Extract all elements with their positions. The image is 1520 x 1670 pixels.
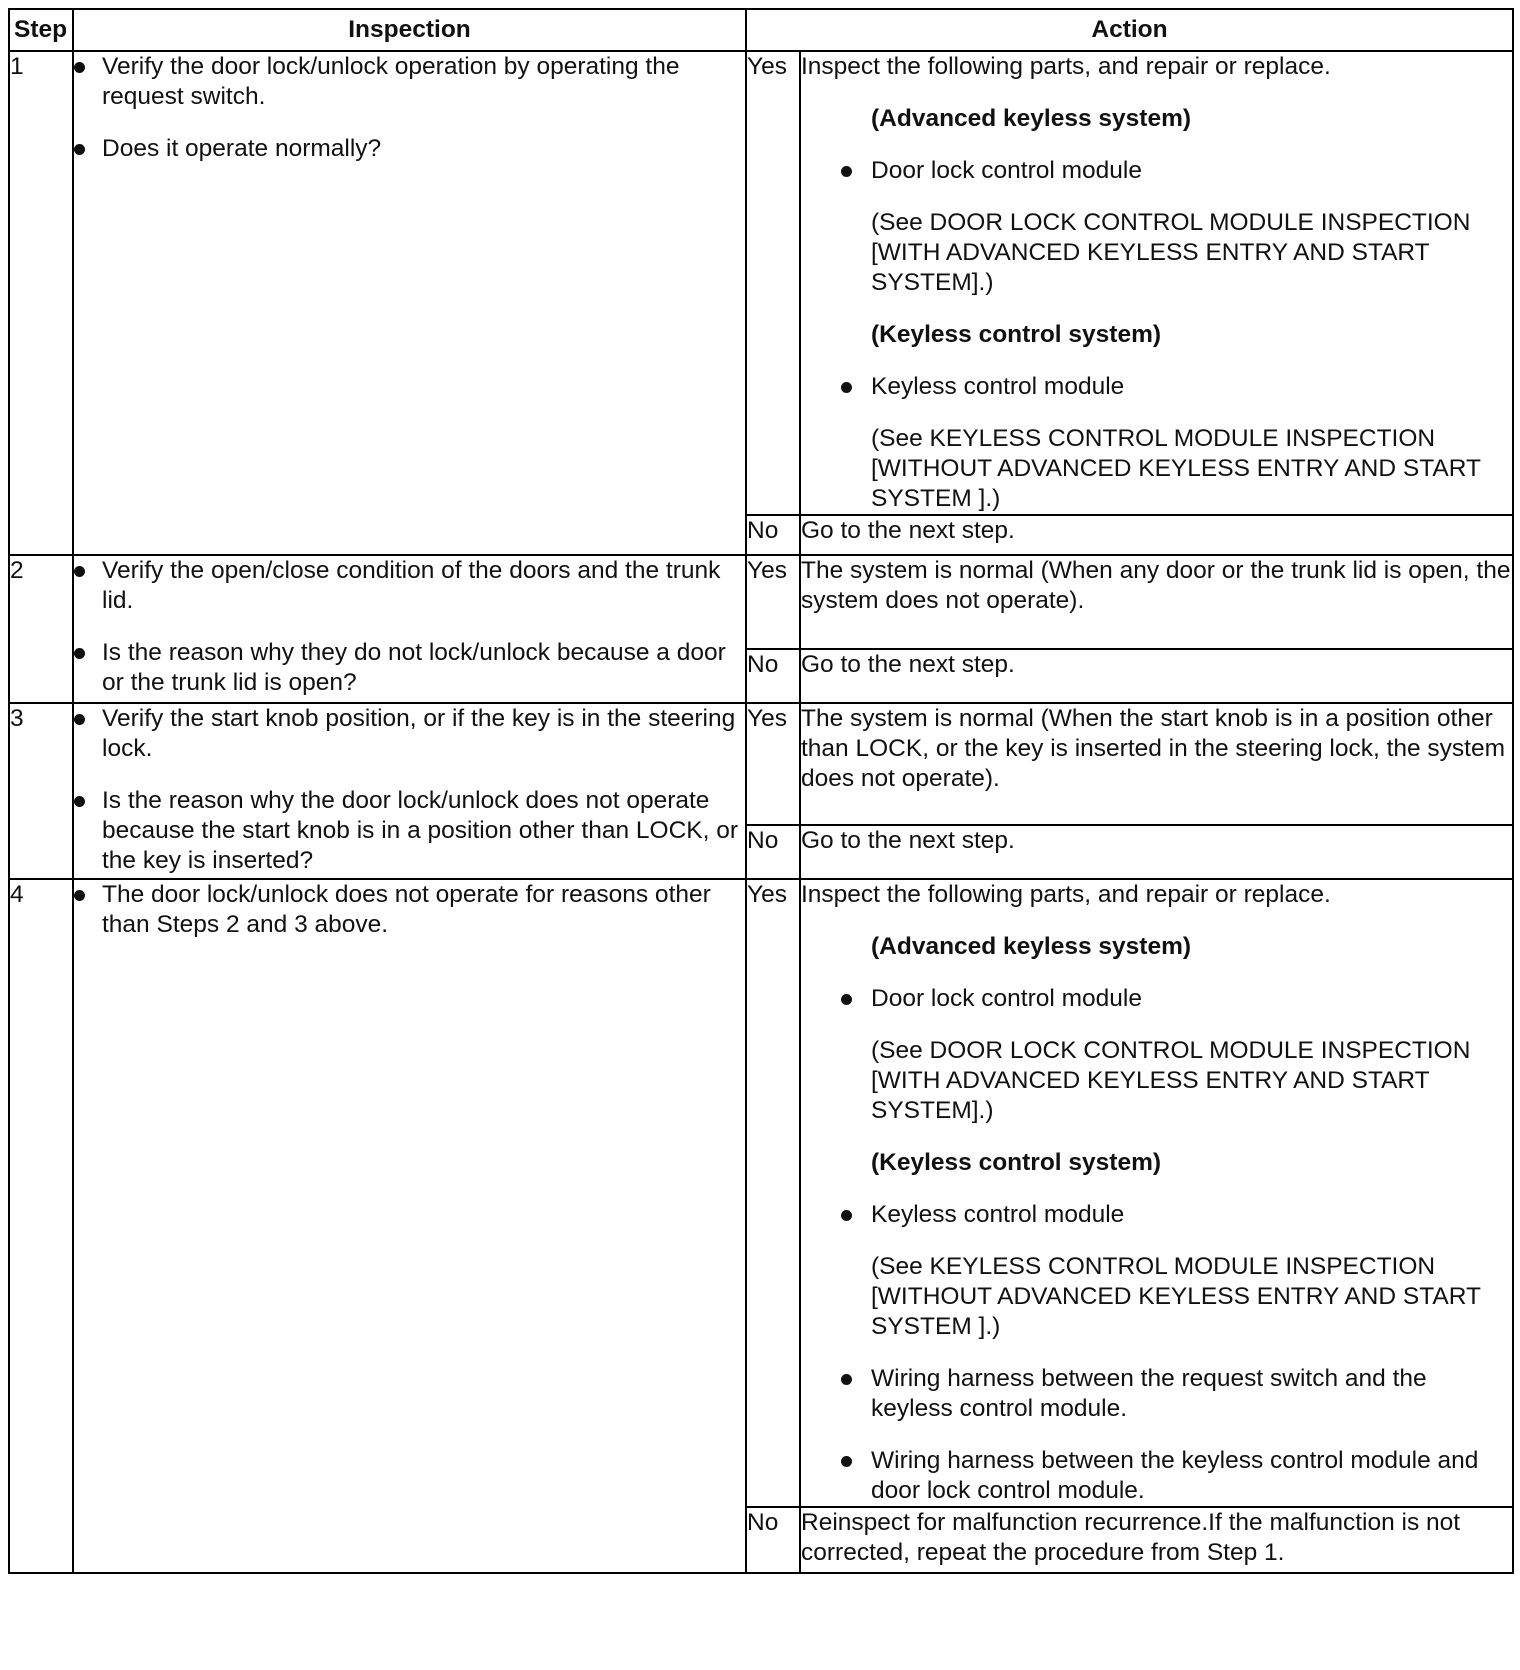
group-heading: (Advanced keyless system)	[871, 933, 1192, 960]
inspection-cell	[73, 703, 746, 879]
reference-text: (See DOOR LOCK CONTROL MODULE INSPECTION [WITH ADVANCED KEYLESS ENTRY AND START SYSTEM].)	[871, 1037, 1471, 1124]
inspection-item: Is the reason why the door lock/unlock does not operate because the start knob is in a position other than LOCK, or the key is inserted?	[74, 786, 745, 876]
troubleshooting-table	[8, 8, 1514, 1574]
part-item: Door lock control module	[871, 156, 1512, 186]
table-row	[9, 703, 1513, 825]
yes-action: The system is normal (When the start knob is in a position other than LOCK, or the key is inserted in the steering lock, the system does not operate).	[800, 703, 1513, 825]
inspection-item: Verify the door lock/unlock operation by operating the request switch.	[74, 52, 745, 112]
yes-label: Yes	[746, 555, 800, 649]
inspection-item: The door lock/unlock does not operate for reasons other than Steps 2 and 3 above.	[74, 880, 745, 940]
yes-label: Yes	[746, 51, 800, 515]
action-intro: Inspect the following parts, and repair or replace.	[801, 881, 1331, 908]
no-label: No	[746, 515, 800, 555]
part-item: Door lock control module	[871, 984, 1512, 1014]
reference-text: (See DOOR LOCK CONTROL MODULE INSPECTION [WITH ADVANCED KEYLESS ENTRY AND START SYSTEM].)	[871, 209, 1471, 296]
inspection-item: Does it operate normally?	[74, 134, 745, 164]
inspection-cell	[73, 555, 746, 703]
yes-action-cell	[800, 879, 1513, 1507]
no-action: Go to the next step.	[800, 825, 1513, 879]
yes-label: Yes	[746, 879, 800, 1507]
table-header-row	[9, 9, 1513, 51]
group-heading: (Keyless control system)	[871, 321, 1162, 348]
inspection-cell	[73, 51, 746, 555]
no-action: Go to the next step.	[800, 649, 1513, 703]
inspection-cell	[73, 879, 746, 1573]
part-item: Wiring harness between the request switch and the keyless control module.	[871, 1364, 1512, 1424]
step-number: 4	[9, 879, 73, 1573]
no-label: No	[746, 1507, 800, 1573]
header-action: Action	[746, 9, 1513, 51]
step-number: 3	[9, 703, 73, 879]
yes-label: Yes	[746, 703, 800, 825]
yes-action-cell	[800, 51, 1513, 515]
group-heading: (Keyless control system)	[871, 1149, 1162, 1176]
header-inspection: Inspection	[73, 9, 746, 51]
header-step: Step	[9, 9, 73, 51]
no-action: Go to the next step.	[800, 515, 1513, 555]
no-action: Reinspect for malfunction recurrence.If the malfunction is not corrected, repeat the procedure from Step 1.	[800, 1507, 1513, 1573]
group-heading: (Advanced keyless system)	[871, 105, 1192, 132]
reference-text: (See KEYLESS CONTROL MODULE INSPECTION [WITHOUT ADVANCED KEYLESS ENTRY AND START SYSTEM ].)	[871, 425, 1481, 512]
no-label: No	[746, 825, 800, 879]
step-number: 1	[9, 51, 73, 555]
table-row	[9, 51, 1513, 515]
table-row	[9, 555, 1513, 649]
part-item: Wiring harness between the keyless control module and door lock control module.	[871, 1446, 1512, 1506]
part-item: Keyless control module	[871, 372, 1512, 402]
no-label: No	[746, 649, 800, 703]
inspection-item: Is the reason why they do not lock/unlock because a door or the trunk lid is open?	[74, 638, 745, 698]
inspection-item: Verify the open/close condition of the doors and the trunk lid.	[74, 556, 745, 616]
table-row	[9, 879, 1513, 1507]
reference-text: (See KEYLESS CONTROL MODULE INSPECTION [WITHOUT ADVANCED KEYLESS ENTRY AND START SYSTEM ].)	[871, 1253, 1481, 1340]
inspection-item: Verify the start knob position, or if the key is in the steering lock.	[74, 704, 745, 764]
action-intro: Inspect the following parts, and repair or replace.	[801, 53, 1331, 80]
step-number: 2	[9, 555, 73, 703]
yes-action: The system is normal (When any door or the trunk lid is open, the system does not operate).	[800, 555, 1513, 649]
part-item: Keyless control module	[871, 1200, 1512, 1230]
